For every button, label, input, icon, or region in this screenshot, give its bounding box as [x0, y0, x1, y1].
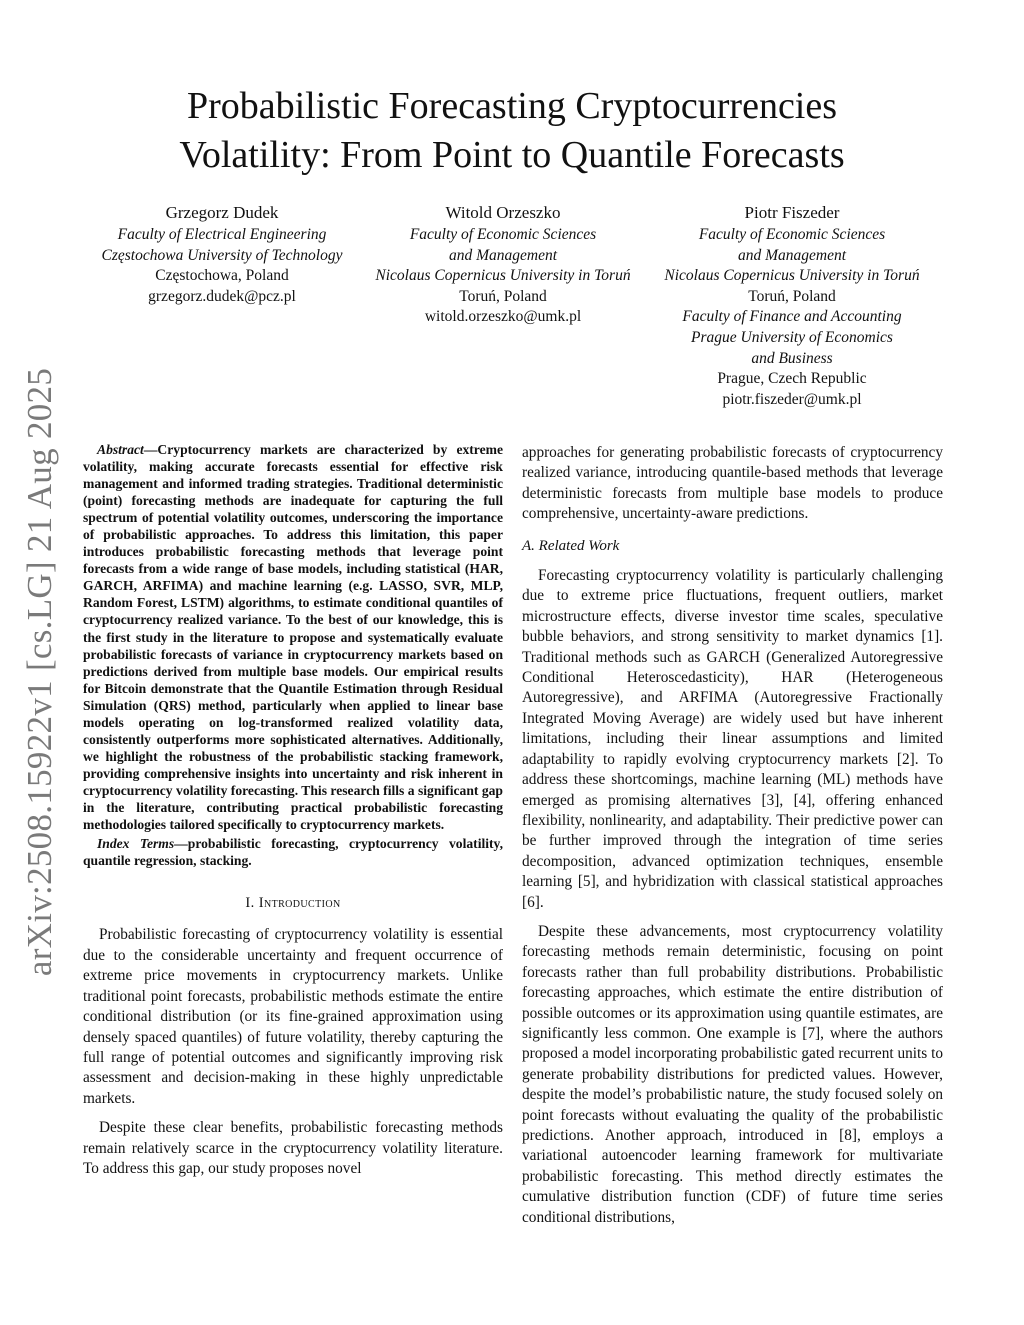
- related-work-paragraph-2: Despite these advancements, most cryptocurrency volatility forecasting methods remain deterministic, focusing on point forecasts rather than full probability distributions. Probabilistic forecasting approaches, which estimate the entire distribution of possible outcomes or its approximation using quantile estimates, are significantly less common. One example is [7], where the authors proposed a model incorporating probabilistic gated recurrent units to generate probability distributions for predicted values. However, despite the model’s probabilistic nature, the study focused solely on point forecasts without evaluating the quality of the probabilistic predictions. Another approach, introduced in [8], employs a variational autoencoder learning framework for multivariate probabilistic forecasting. This method directly estimates the cumulative distribution function (CDF) of future time series conditional distributions,: [522, 922, 943, 1226]
- author-affiliation-secondary: Prague University of Economics: [691, 328, 893, 346]
- author-affiliation: Faculty of Economic Sciences: [698, 226, 886, 243]
- author-email: witold.orzeszko@umk.pl: [424, 308, 582, 326]
- title-line-2: Volatility: From Point to Quantile Forecasts: [179, 134, 845, 176]
- author-affiliation: and Management: [737, 246, 847, 264]
- author-affiliation: Częstochowa University of Technology: [101, 246, 343, 264]
- author-affiliation: Nicolaus Copernicus University in Toruń: [375, 267, 631, 285]
- intro-paragraph-2: Despite these clear benefits, probabilistic forecasting methods remain relatively scarce in the cryptocurrency volatility literature. To address this gap, our study proposes novel: [83, 1119, 503, 1177]
- author-email: grzegorz.dudek@pcz.pl: [148, 287, 296, 305]
- abstract-label: Abstract: [97, 442, 144, 457]
- intro-paragraph-1: Probabilistic forecasting of cryptocurrency volatility is essential due to the considerable uncertainty and frequent occurrence of extreme price movements in cryptocurrency markets. Unlike traditional point forecasts, probabilistic methods estimate the entire conditional distribution (or its fine-grained approximation using densely spaced quantiles) of future volatility, thereby capturing the full range of potential outcomes and significantly improving risk assessment and decision-making in these highly unpredictable markets.: [83, 926, 503, 1107]
- author-location: Toruń, Poland: [748, 287, 836, 305]
- abstract: [83, 441, 503, 833]
- author-name: Grzegorz Dudek: [165, 203, 279, 222]
- related-work-paragraph-1: Forecasting cryptocurrency volatility is particularly challenging due to extreme price fluctuations, frequent outliers, market microstructure effects, diverse investor time scales, speculative bubble behaviors, and strong sensitivity to market dynamics [1]. Traditional methods such as GARCH (Generalized Autoregressive Conditional Heteroscedasticity), HAR (Heterogeneous Autoregressive), and ARFIMA (Autoregressive Fractionally Integrated Moving Average) are widely used but have inherent limitations, including their linear assumptions and limited adaptability to rapidly evolving cryptocurrency markets [2]. To address these shortcomings, machine learning (ML) methods have emerged as promising alternatives [3], [4], offering enhanced flexibility, nonlinearity, and adaptability. Their predictive power can be further improved through the integration of time series decomposition, advanced optimization techniques, ensemble learning [5], and hybridization with classical statistical approaches [6].: [522, 567, 943, 911]
- author-affiliation: and Management: [448, 246, 558, 264]
- author-block-3: [664, 202, 919, 410]
- author-location-secondary: Prague, Czech Republic: [717, 370, 867, 388]
- index-terms-label: Index Terms: [97, 836, 175, 852]
- index-terms-text: —probabilistic forecasting, cryptocurrency volatility, quantile regression, stacking.: [83, 836, 504, 869]
- author-affiliation: Faculty of Electrical Engineering: [117, 226, 327, 243]
- intro-paragraph-continued: approaches for generating probabilistic forecasts of cryptocurrency realized variance, introducing quantile-based methods that leverage deterministic forecasts from multiple base models to produce comprehensive, uncertainty-aware predictions.: [522, 444, 943, 523]
- section-number: I.: [245, 895, 255, 912]
- author-block-2: [375, 202, 630, 328]
- author-affiliation: Faculty of Economic Sciences: [409, 226, 597, 243]
- right-column: [522, 443, 943, 1237]
- section-heading-introduction: [83, 893, 503, 913]
- author-name: Piotr Fiszeder: [744, 203, 840, 222]
- author-location: Toruń, Poland: [459, 287, 547, 305]
- author-location: Częstochowa, Poland: [155, 267, 289, 285]
- arxiv-identifier: arXiv:2508.15922v1 [cs.LG] 21 Aug 2025: [20, 367, 59, 977]
- subsection-heading-related-work: A. Related Work: [522, 537, 620, 554]
- left-column: [83, 441, 503, 1188]
- paper-title: [90, 82, 934, 180]
- author-affiliation-secondary: Faculty of Finance and Accounting: [682, 308, 902, 326]
- author-affiliation-secondary: and Business: [751, 349, 833, 367]
- author-block-1: [102, 202, 343, 307]
- section-title: Introduction: [258, 895, 341, 912]
- author-email: piotr.fiszeder@umk.pl: [722, 390, 862, 408]
- index-terms: [83, 835, 503, 869]
- author-name: Witold Orzeszko: [445, 203, 561, 222]
- author-affiliation: Nicolaus Copernicus University in Toruń: [664, 267, 920, 285]
- abstract-text: —Cryptocurrency markets are characterized by extreme volatility, making accurate forecasts essential for effective risk management and informed trading strategies. Traditional deterministic (point) forecasting methods are inadequate for capturing the full spectrum of potential volatility outcomes, underscoring the importance of probabilistic approaches. To address this limitation, this paper introduces probabilistic forecasting methods that leverage point forecasts from a wide range of base models, including statistical (HAR, GARCH, ARFIMA) and machine learning (e.g. LASSO, SVR, MLP, Random Forest, LSTM) algorithms, to estimate conditional quantiles of cryptocurrency realized variance. To the best of our knowledge, this is the first study in the literature to propose and systematically evaluate probabilistic forecasts of variance in cryptocurrency markets based on predictions derived from multiple base models. Our empirical results for Bitcoin demonstrate that the Quantile Estimation through Residual Simulation (QRS) method, particularly when applied to linear base models operating on log-transformed realized volatility data, consistently outperforms more sophisticated alternatives. Additionally, we highlight the robustness of the probabilistic stacking framework, providing comprehensive insights into uncertainty and risk inherent in cryptocurrency volatility forecasting. This research fills a significant gap in the literature, contributing practical probabilistic forecasting methodologies tailored specifically to cryptocurrency markets.: [83, 442, 503, 833]
- title-line-1: Probabilistic Forecasting Cryptocurrencies: [186, 85, 838, 127]
